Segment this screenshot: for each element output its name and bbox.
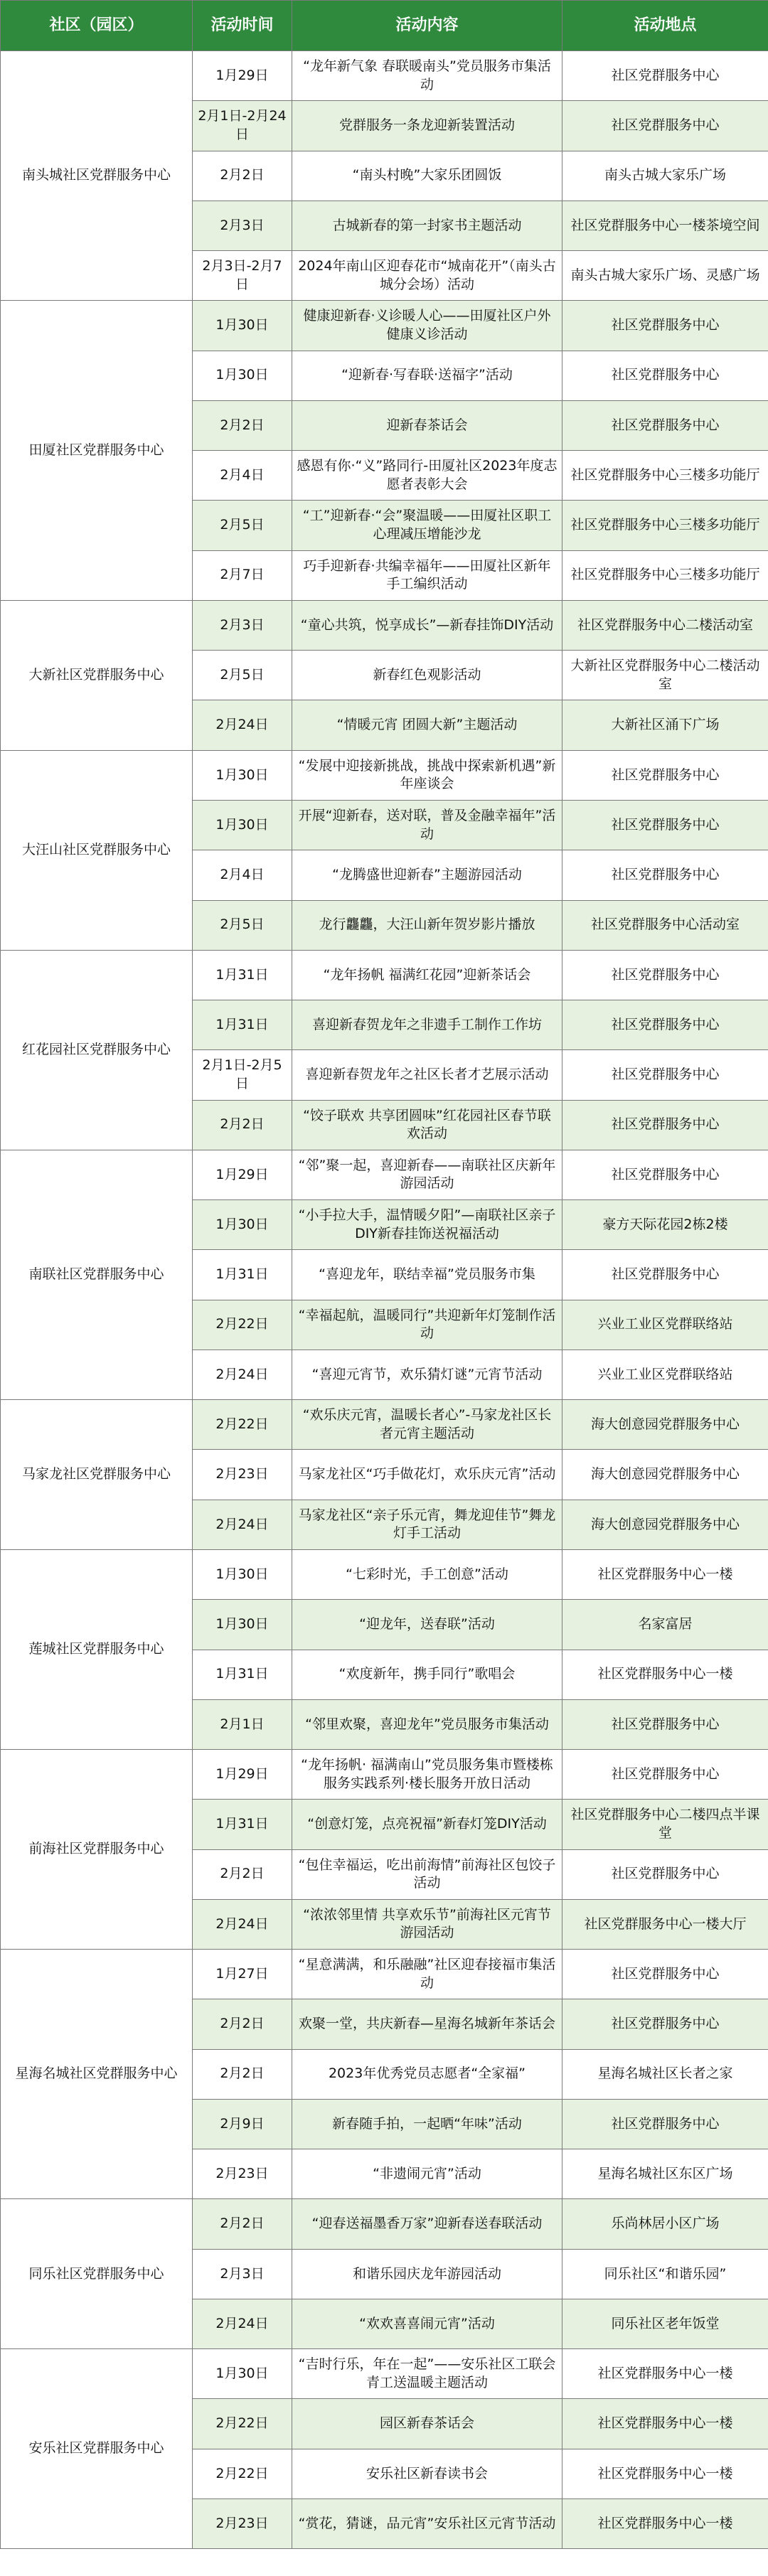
content-cell: 开展“迎新春，送对联，普及金融幸福年”活动 [292,800,562,850]
content-cell: 马家龙社区“亲子乐元宵，舞龙迎佳节”舞龙灯手工活动 [292,1500,562,1549]
place-cell: 大新社区涌下广场 [562,700,768,750]
date-cell: 2月2日 [193,2199,292,2249]
content-cell: “发展中迎接新挑战，挑战中探索新机遇”新年座谈会 [292,750,562,800]
place-cell: 社区党群服务中心 [562,750,768,800]
date-cell: 2月2日 [193,1999,292,2049]
table-row [1,950,768,1000]
content-cell: 2024年南山区迎春花市“城南花开”（南头古城分会场）活动 [292,251,562,301]
date-cell: 2月4日 [193,850,292,900]
place-cell: 社区党群服务中心 [562,800,768,850]
content-cell: “情暖元宵 团圆大新”主题活动 [292,700,562,750]
table-row [1,2199,768,2249]
place-cell: 社区党群服务中心活动室 [562,900,768,950]
content-cell: 欢聚一堂，共庆新春—星海名城新年茶话会 [292,1999,562,2049]
date-cell: 2月24日 [193,700,292,750]
place-cell: 社区党群服务中心三楼多功能厅 [562,501,768,550]
place-cell: 社区党群服务中心一楼 [562,2399,768,2449]
table-row [1,750,768,800]
place-cell: 社区党群服务中心 [562,2099,768,2149]
place-cell: 社区党群服务中心 [562,101,768,151]
content-cell: “非遗闹元宵”活动 [292,2149,562,2199]
content-cell: “浓浓邻里情 共享欢乐节”前海社区元宵节游园活动 [292,1899,562,1949]
date-cell: 1月31日 [193,1250,292,1300]
content-cell: “龙年扬帆 福满红花园”迎新茶话会 [292,950,562,1000]
date-cell: 1月29日 [193,51,292,101]
place-cell: 社区党群服务中心 [562,301,768,351]
date-cell: 1月29日 [193,1750,292,1800]
place-cell: 豪方天际花园2栋2楼 [562,1200,768,1250]
content-cell: 2023年优秀党员志愿者“全家福” [292,2049,562,2099]
content-cell: 古城新春的第一封家书主题活动 [292,201,562,250]
place-cell: 社区党群服务中心 [562,351,768,400]
content-cell: “邻里欢聚，喜迎龙年”党员服务市集活动 [292,1699,562,1749]
content-cell: 和谐乐园庆龙年游园活动 [292,2249,562,2299]
header-date: 活动时间 [193,1,292,51]
community-name-cell: 大汪山社区党群服务中心 [1,750,193,950]
content-cell: 健康迎新春·义诊暖人心——田厦社区户外健康义诊活动 [292,301,562,351]
content-cell: 马家龙社区“巧手做花灯，欢乐庆元宵”活动 [292,1450,562,1500]
place-cell: 社区党群服务中心一楼 [562,1650,768,1699]
place-cell: 社区党群服务中心一楼大厅 [562,1899,768,1949]
date-cell: 2月3日 [193,600,292,650]
community-name-cell: 同乐社区党群服务中心 [1,2199,193,2349]
table-row [1,1750,768,1800]
content-cell: “龙年新气象 春联暖南头”党员服务市集活动 [292,51,562,101]
header-community: 社区（园区） [1,1,193,51]
content-cell: 巧手迎新春·共编幸福年——田厦社区新年手工编织活动 [292,550,562,600]
date-cell: 2月5日 [193,651,292,700]
place-cell: 社区党群服务中心 [562,950,768,1000]
place-cell: 乐尚林居小区广场 [562,2199,768,2249]
place-cell: 名家富居 [562,1600,768,1650]
content-cell: “赏花，猜谜，品元宵”安乐社区元宵节活动 [292,2499,562,2549]
date-cell: 2月3日 [193,2249,292,2299]
date-cell: 1月30日 [193,1549,292,1599]
content-cell: “迎春送福墨香万家”迎新春送春联活动 [292,2199,562,2249]
date-cell: 2月22日 [193,2399,292,2449]
place-cell: 海大创意园党群服务中心 [562,1450,768,1500]
date-cell: 1月31日 [193,1650,292,1699]
place-cell: 南头古城大家乐广场、灵感广场 [562,251,768,301]
place-cell: 社区党群服务中心 [562,1699,768,1749]
date-cell: 2月1日-2月24日 [193,101,292,151]
content-cell: “喜迎元宵节，欢乐猜灯谜”元宵节活动 [292,1350,562,1399]
content-cell: “迎新春·写春联·送福字”活动 [292,351,562,400]
date-cell: 2月2日 [193,2049,292,2099]
table-row [1,1549,768,1599]
date-cell: 2月2日 [193,400,292,450]
date-cell: 2月2日 [193,1849,292,1899]
place-cell: 社区党群服务中心 [562,400,768,450]
table-row [1,1150,768,1199]
content-cell: “小手拉大手，温情暖夕阳”—南联社区亲子DIY新春挂饰送祝福活动 [292,1200,562,1250]
community-name-cell: 前海社区党群服务中心 [1,1750,193,1950]
content-cell: “欢欢喜喜闹元宵”活动 [292,2299,562,2348]
date-cell: 1月31日 [193,950,292,1000]
place-cell: 海大创意园党群服务中心 [562,1500,768,1549]
place-cell: 社区党群服务中心 [562,1849,768,1899]
content-cell: “七彩时光，手工创意”活动 [292,1549,562,1599]
date-cell: 2月5日 [193,900,292,950]
place-cell: 同乐社区“和谐乐园” [562,2249,768,2299]
content-cell: “邻”聚一起，喜迎新春——南联社区庆新年游园活动 [292,1150,562,1199]
place-cell: 社区党群服务中心三楼多功能厅 [562,451,768,501]
date-cell: 2月2日 [193,1100,292,1150]
place-cell: 星海名城社区长者之家 [562,2049,768,2099]
date-cell: 2月7日 [193,550,292,600]
content-cell: 喜迎新春贺龙年之社区长者才艺展示活动 [292,1050,562,1100]
table-row [1,2349,768,2399]
date-cell: 1月27日 [193,1950,292,1999]
place-cell: 社区党群服务中心 [562,1100,768,1150]
place-cell: 社区党群服务中心 [562,51,768,101]
header-place: 活动地点 [562,1,768,51]
community-name-cell: 南头城社区党群服务中心 [1,51,193,301]
date-cell: 1月30日 [193,1200,292,1250]
date-cell: 2月1日 [193,1699,292,1749]
header-content: 活动内容 [292,1,562,51]
place-cell: 社区党群服务中心三楼多功能厅 [562,550,768,600]
content-cell: 新春随手拍，一起晒“年味”活动 [292,2099,562,2149]
community-name-cell: 田厦社区党群服务中心 [1,301,193,601]
date-cell: 1月31日 [193,1000,292,1050]
place-cell: 南头古城大家乐广场 [562,151,768,201]
community-name-cell: 莲城社区党群服务中心 [1,1549,193,1749]
place-cell: 海大创意园党群服务中心 [562,1400,768,1450]
table-row [1,301,768,351]
place-cell: 星海名城社区东区广场 [562,2149,768,2199]
table-row [1,600,768,650]
content-cell: “欢乐庆元宵，温暖长者心”-马家龙社区长者元宵主题活动 [292,1400,562,1450]
place-cell: 社区党群服务中心 [562,1999,768,2049]
date-cell: 2月24日 [193,1899,292,1949]
date-cell: 2月23日 [193,2149,292,2199]
content-cell: “星意满满，和乐融融”社区迎春接福市集活动 [292,1950,562,1999]
community-name-cell: 南联社区党群服务中心 [1,1150,193,1399]
date-cell: 1月30日 [193,351,292,400]
table-row [1,51,768,101]
content-cell: “创意灯笼，点亮祝福”新春灯笼DIY活动 [292,1800,562,1849]
place-cell: 社区党群服务中心 [562,1000,768,1050]
date-cell: 1月31日 [193,1800,292,1849]
content-cell: “欢度新年，携手同行”歌唱会 [292,1650,562,1699]
date-cell: 1月29日 [193,1150,292,1199]
content-cell: 安乐社区新春读书会 [292,2449,562,2498]
date-cell: 2月2日 [193,151,292,201]
content-cell: “吉时行乐，年在一起”——安乐社区工联会青工送温暖主题活动 [292,2349,562,2399]
place-cell: 同乐社区老年饭堂 [562,2299,768,2348]
place-cell: 社区党群服务中心一楼 [562,2349,768,2399]
content-cell: 龙行龘龘，大汪山新年贺岁影片播放 [292,900,562,950]
content-cell: “童心共筑，悦享成长”—新春挂饰DIY活动 [292,600,562,650]
place-cell: 社区党群服务中心 [562,1050,768,1100]
content-cell: “工”迎新春·“会”聚温暖——田厦社区职工心理减压增能沙龙 [292,501,562,550]
date-cell: 2月22日 [193,2449,292,2498]
content-cell: “包住幸福运，吃出前海情”前海社区包饺子活动 [292,1849,562,1899]
date-cell: 1月30日 [193,1600,292,1650]
place-cell: 社区党群服务中心 [562,1250,768,1300]
date-cell: 2月5日 [193,501,292,550]
date-cell: 2月24日 [193,1500,292,1549]
place-cell: 社区党群服务中心二楼活动室 [562,600,768,650]
content-cell: “南头村晚”大家乐团圆饭 [292,151,562,201]
content-cell: “龙年扬帆· 福满南山”党员服务集市暨楼栋服务实践系列·楼长服务开放日活动 [292,1750,562,1800]
community-name-cell: 红花园社区党群服务中心 [1,950,193,1150]
place-cell: 大新社区党群服务中心二楼活动室 [562,651,768,700]
place-cell: 社区党群服务中心 [562,1750,768,1800]
place-cell: 社区党群服务中心二楼四点半课堂 [562,1800,768,1849]
date-cell: 2月23日 [193,2499,292,2549]
date-cell: 1月30日 [193,301,292,351]
header-row [1,1,768,51]
community-name-cell: 大新社区党群服务中心 [1,600,193,750]
content-cell: “迎龙年，送春联”活动 [292,1600,562,1650]
community-name-cell: 星海名城社区党群服务中心 [1,1950,193,2199]
date-cell: 1月30日 [193,750,292,800]
content-cell: “幸福起航，温暖同行”共迎新年灯笼制作活动 [292,1300,562,1350]
content-cell: 感恩有你·“义”路同行-田厦社区2023年度志愿者表彰大会 [292,451,562,501]
place-cell: 社区党群服务中心 [562,850,768,900]
place-cell: 社区党群服务中心一楼茶境空间 [562,201,768,250]
date-cell: 2月22日 [193,1300,292,1350]
place-cell: 社区党群服务中心一楼 [562,2449,768,2498]
place-cell: 兴业工业区党群联络站 [562,1350,768,1399]
date-cell: 2月3日-2月7日 [193,251,292,301]
content-cell: “喜迎龙年，联结幸福”党员服务市集 [292,1250,562,1300]
date-cell: 2月1日-2月5日 [193,1050,292,1100]
content-cell: “龙腾盛世迎新春”主题游园活动 [292,850,562,900]
date-cell: 1月30日 [193,800,292,850]
content-cell: 园区新春茶话会 [292,2399,562,2449]
date-cell: 1月30日 [193,2349,292,2399]
date-cell: 2月24日 [193,1350,292,1399]
place-cell: 社区党群服务中心一楼 [562,2499,768,2549]
date-cell: 2月4日 [193,451,292,501]
content-cell: 喜迎新春贺龙年之非遗手工制作工作坊 [292,1000,562,1050]
community-name-cell: 马家龙社区党群服务中心 [1,1400,193,1550]
date-cell: 2月9日 [193,2099,292,2149]
place-cell: 兴业工业区党群联络站 [562,1300,768,1350]
place-cell: 社区党群服务中心 [562,1150,768,1199]
table-row [1,1950,768,1999]
place-cell: 社区党群服务中心 [562,1950,768,1999]
date-cell: 2月24日 [193,2299,292,2348]
content-cell: 新春红色观影活动 [292,651,562,700]
content-cell: “饺子联欢 共享团圆味”红花园社区春节联欢活动 [292,1100,562,1150]
date-cell: 2月3日 [193,201,292,250]
community-name-cell: 安乐社区党群服务中心 [1,2349,193,2549]
content-cell: 迎新春茶话会 [292,400,562,450]
table-body [1,51,768,2549]
date-cell: 2月23日 [193,1450,292,1500]
place-cell: 社区党群服务中心一楼 [562,1549,768,1599]
date-cell: 2月22日 [193,1400,292,1450]
content-cell: 党群服务一条龙迎新装置活动 [292,101,562,151]
table-row [1,1400,768,1450]
